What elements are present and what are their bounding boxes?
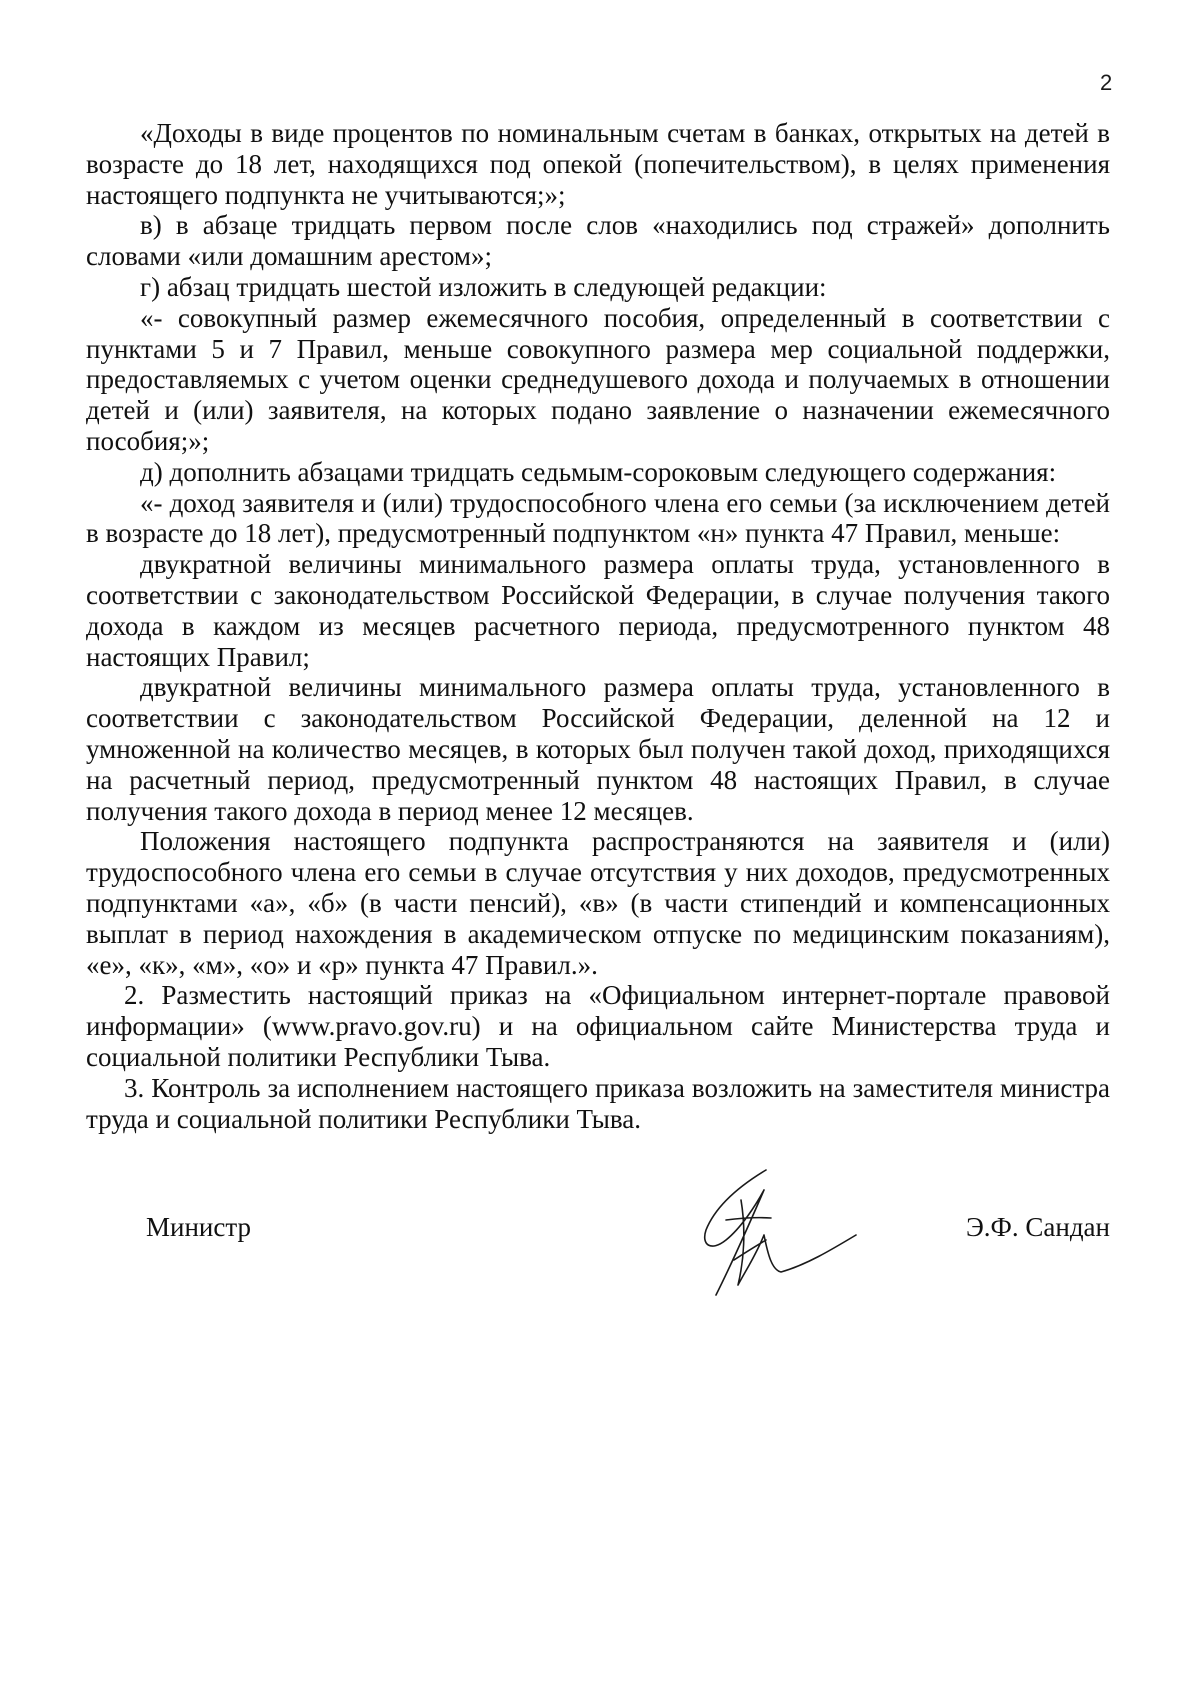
- paragraph-double-wage-monthly: двукратной величины минимального размера оплаты труда, установленного в соответствии с законодательством Российской Федерации, в случае получения такого дохода в каждом из месяцев расчетного периода, предусмотренного пунктом 48 настоящих Правил;: [86, 549, 1110, 672]
- paragraph-provisions: Положения настоящего подпункта распространяются на заявителя и (или) трудоспособного члена его семьи в случае отсутствия у них доходов, предусмотренных подпунктами «а», «б» (в части пенсий), «в» (в части стипендий и компенсационных выплат в период нахождения в академическом отпуске по медицинским показаниям), «е», «к», «м», «о» и «р» пункта 47 Правил.».: [86, 826, 1110, 980]
- paragraph-applicant-income: «- доход заявителя и (или) трудоспособного члена его семьи (за исключением детей в возрасте до 18 лет), предусмотренный подпунктом «н» пункта 47 Правил, меньше:: [86, 487, 1110, 549]
- paragraph-item-3: 3. Контроль за исполнением настоящего приказа возложить на заместителя министра труда и социальной политики Республики Тыва.: [86, 1072, 1110, 1134]
- paragraph-item-g: г) абзац тридцать шестой изложить в следующей редакции:: [140, 271, 827, 302]
- paragraph-double-wage-partial: двукратной величины минимального размера оплаты труда, установленного в соответствии с законодательством Российской Федерации, деленной на 12 и умноженной на количество месяцев, в которых был получен такой доход, приходящихся на расчетный период, предусмотренный пунктом 48 настоящих Правил, в случае получения такого дохода в период менее 12 месяцев.: [86, 672, 1110, 826]
- paragraph-allowance-size: «- совокупный размер ежемесячного пособия, определенный в соответствии с пунктами 5 и 7 Правил, меньше совокупного размера мер социальной поддержки, предоставляемых с учетом оценки среднедушевого дохода и получаемых в отношении детей и (или) заявителя, на которых подано заявление о назначении ежемесячного пособия;»;: [86, 302, 1110, 456]
- signatory-name: Э.Ф. Сандан: [965, 1212, 1110, 1242]
- signature-block: [86, 1160, 1110, 1330]
- paragraph-item-d: д) дополнить абзацами тридцать седьмым-сороковым следующего содержания:: [140, 456, 1057, 487]
- page-number: 2: [1100, 70, 1113, 95]
- handwritten-signature: [646, 1160, 866, 1320]
- paragraph-quote-income: «Доходы в виде процентов по номинальным счетам в банках, открытых на детей в возрасте до 18 лет, находящихся под опекой (попечительством), в целях применения настоящего подпункта не учитываются;»;: [86, 118, 1110, 210]
- paragraph-item-v: в) в абзаце тридцать первом после слов «находились под стражей» дополнить словами «или домашним арестом»;: [86, 210, 1110, 272]
- document-body: [86, 118, 1110, 1134]
- signatory-title: Министр: [146, 1212, 251, 1242]
- paragraph-item-2: 2. Разместить настоящий приказ на «Официальном интернет-портале правовой информации» (www.pravo.gov.ru) и на официальном сайте Министерства труда и социальной политики Республики Тыва.: [86, 980, 1110, 1072]
